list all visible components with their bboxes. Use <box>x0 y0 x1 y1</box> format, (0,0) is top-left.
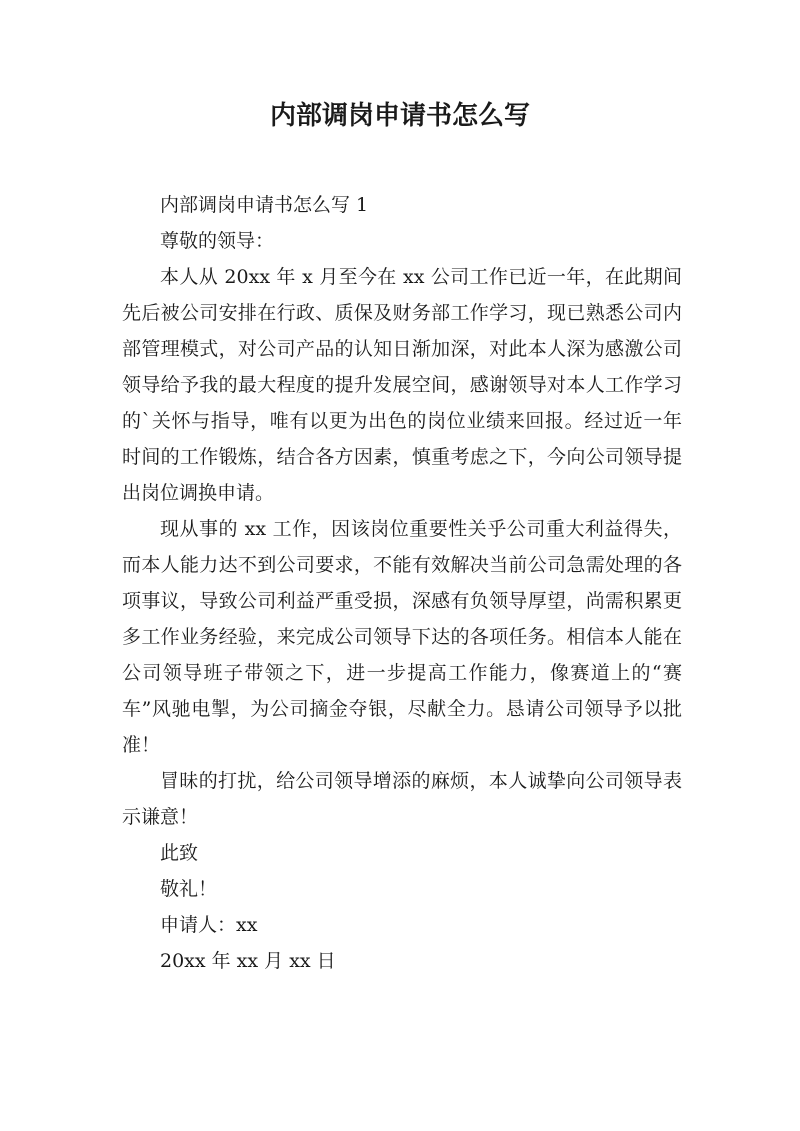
body-paragraph: 冒昧的打扰，给公司领导增添的麻烦，本人诚挚向公司领导表示谦意！ <box>122 770 682 828</box>
date-line: 20xx 年 xx 月 xx 日 <box>160 950 336 972</box>
document-title: 内部调岗申请书怎么写 <box>269 101 530 131</box>
document-subtitle: 内部调岗申请书怎么写 1 <box>160 194 369 216</box>
regards-line: 敬礼！ <box>160 878 218 900</box>
applicant-line: 申请人：xx <box>160 914 258 936</box>
salutation: 尊敬的领导： <box>160 230 275 252</box>
document-body <box>122 187 682 979</box>
body-paragraph: 本人从 20xx 年 x 月至今在 xx 公司工作已近一年，在此期间先后被公司安排在行政、质保及财务部工作学习，现已熟悉公司内部管理模式，对公司产品的认知日渐加深，对此本人深为感激公司领导给予我的最大程度的提升发展空间，感谢领导对本人工作学习的`关怀与指导，唯有以更为出色的岗位业绩来回报。经过近一年时间的工作锻炼，结合各方因素，慎重考虑之下，今向公司领导提出岗位调换申请。 <box>122 266 682 504</box>
body-paragraph: 现从事的 xx 工作，因该岗位重要性关乎公司重大利益得失，而本人能力达不到公司要求，不能有效解决当前公司急需处理的各项事议，导致公司利益严重受损，深感有负领导厚望，尚需积累更多工作业务经验，来完成公司领导下达的各项任务。相信本人能在公司领导班子带领之下，进一步提高工作能力，像赛道上的“赛车”风驰电掣，为公司摘金夺银，尽献全力。恳请公司领导予以批准！ <box>122 518 682 756</box>
closing-line: 此致 <box>160 842 199 864</box>
